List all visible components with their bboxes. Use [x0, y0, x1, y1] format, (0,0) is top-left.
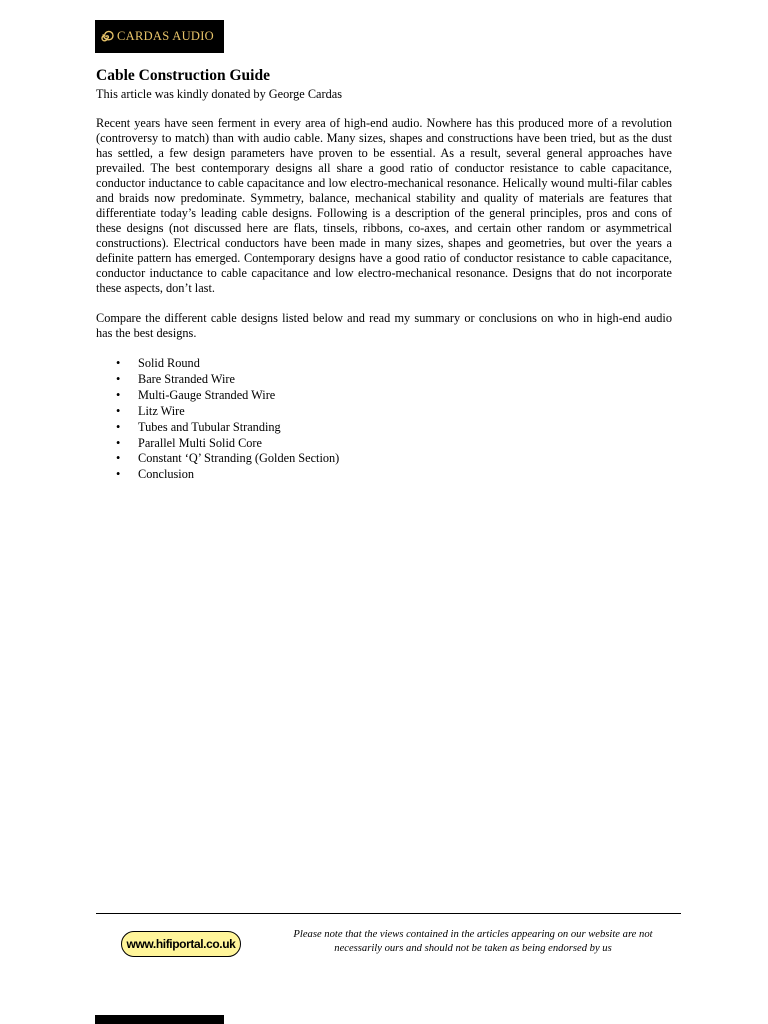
list-item-label: Constant ‘Q’ Stranding (Golden Section) [138, 451, 340, 466]
bullet-icon: • [116, 387, 121, 402]
footer-divider [96, 913, 681, 914]
hifiportal-logo[interactable] [121, 931, 241, 957]
intro-paragraph: Recent years have seen ferment in every area of high-end audio. Nowhere has this produced more of a revolution (controversy to match) than with audio cable. Many sizes, shapes and constructions have been tried, but as the dust has settled, a few design parameters have proven to be essential. As a result, several general approaches have prevailed. The best contemporary designs all share a good ratio of conductor resistance to cable capacitance, conductor inductance to cable capacitance and low electro-mechanical resonance. Helically wound multi-filar cables and braids now predominate. Symmetry, balance, mechanical stability and quality of materials are features that differentiate today’s leading cable designs. Following is a description of the general principles, pros and cons of these designs (not discussed here are flats, tinsels, ribbons, co-axes, and certain other random or asymmetrical constructions). Electrical conductors have been made in many sizes, shapes and geometries, but over the years a definite pattern has emerged. Contemporary designs have a good ratio of conductor resistance to cable capacitance, conductor inductance to cable capacitance and low electro-mechanical resonance. Designs that do not incorporate these aspects, don’t last. [96, 116, 672, 295]
list-item [96, 388, 339, 404]
list-item [96, 451, 339, 467]
bullet-icon: • [116, 435, 121, 450]
list-item-label: Tubes and Tubular Stranding [138, 419, 281, 434]
compare-paragraph: Compare the different cable designs listed below and read my summary or conclusions on who in high-end audio has the best designs. [96, 311, 672, 340]
list-item-label: Parallel Multi Solid Core [138, 435, 262, 450]
bullet-icon: • [116, 467, 121, 482]
swirl-logo-icon [98, 29, 114, 45]
list-item [96, 436, 339, 452]
list-item [96, 467, 339, 483]
list-item [96, 372, 339, 388]
list-item [96, 420, 339, 436]
bullet-icon: • [116, 403, 121, 418]
logo-text: CARDAS AUDIO [117, 29, 215, 43]
list-item [96, 404, 339, 420]
article-byline: This article was kindly donated by George Cardas [96, 87, 342, 101]
site-badge-text: www.hifiportal.co.uk [126, 937, 236, 951]
list-item-label: Multi-Gauge Stranded Wire [138, 387, 276, 402]
list-item-label: Solid Round [138, 356, 200, 370]
bullet-icon: • [116, 419, 121, 434]
design-list [96, 356, 339, 483]
bullet-icon: • [116, 371, 121, 386]
disclaimer-line-1: Please note that the views contained in the articles appearing on our website are not [293, 929, 653, 940]
bullet-icon: • [116, 451, 121, 466]
list-item-label: Bare Stranded Wire [138, 371, 235, 386]
list-item-label: Litz Wire [138, 403, 185, 418]
article-title: Cable Construction Guide [96, 67, 270, 84]
footer-disclaimer [262, 928, 684, 956]
cardas-audio-logo [95, 20, 224, 53]
list-item-label: Conclusion [138, 467, 195, 482]
disclaimer-line-2: necessarily ours and should not be taken as being endorsed by us [334, 943, 612, 954]
bullet-icon: • [116, 356, 121, 370]
list-item [96, 356, 339, 372]
next-page-logo-bar [95, 1015, 224, 1024]
